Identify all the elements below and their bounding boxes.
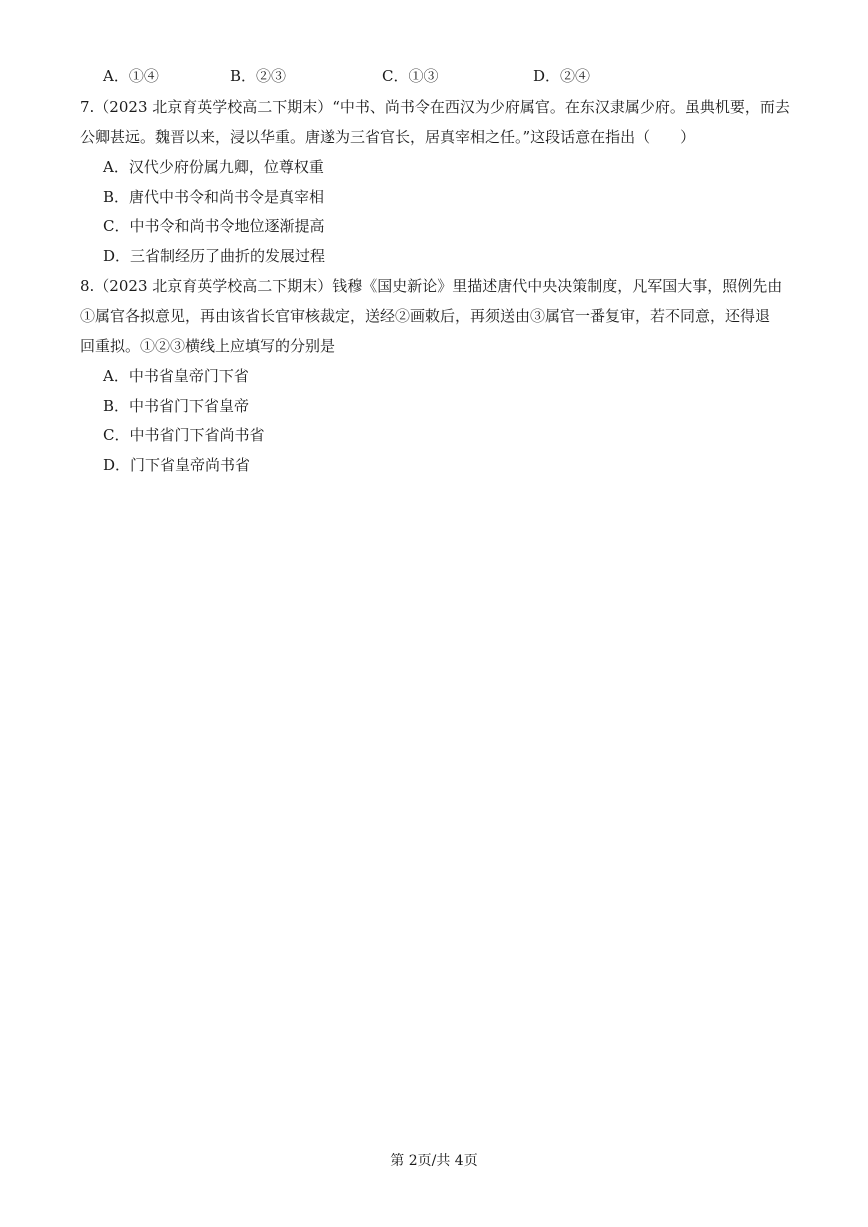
question-7-stem-line-2: 公卿甚远。魏晋以来，浸以华重。唐遂为三省官长，居真宰相之任。”这段话意在指出（ ） — [80, 128, 696, 146]
question-7-option-b: B．唐代中书令和尚书令是真宰相 — [103, 188, 325, 206]
previous-question-options — [103, 66, 723, 86]
question-7-option-c: C．中书令和尚书令地位逐渐提高 — [103, 217, 325, 235]
option-a: A．①④ — [103, 67, 159, 85]
question-8-option-b: B．中书省门下省皇帝 — [103, 397, 250, 415]
question-7-stem-line-1: 7.（2023 北京育英学校高二下期末）“中书、尚书令在西汉为少府属官。在东汉隶属少府。虽典机要，而去 — [80, 98, 790, 116]
question-7-option-a: A．汉代少府份属九卿，位尊权重 — [103, 158, 324, 176]
question-7-option-d: D．三省制经历了曲折的发展过程 — [103, 247, 326, 265]
option-d: D．②④ — [533, 67, 591, 85]
option-b: B．②③ — [230, 67, 287, 85]
question-8-stem-line-2: ①属官各拟意见，再由该省长官审核裁定，送经②画敕后，再须送由③属官一番复审，若不同意，还得退 — [80, 307, 771, 325]
question-8-option-c: C．中书省门下省尚书省 — [103, 426, 265, 444]
question-8-stem-line-1: 8.（2023 北京育英学校高二下期末）钱穆《国史新论》里描述唐代中央决策制度，凡军国大事，照例先由 — [80, 277, 783, 295]
question-8-stem-line-3: 回重拟。①②③横线上应填写的分别是 — [80, 337, 336, 355]
question-8-option-a: A．中书省皇帝门下省 — [103, 367, 249, 385]
page-number-footer: 第 2页/共 4页 — [390, 1153, 478, 1169]
option-c: C．①③ — [382, 67, 439, 85]
question-8-option-d: D．门下省皇帝尚书省 — [103, 456, 251, 474]
